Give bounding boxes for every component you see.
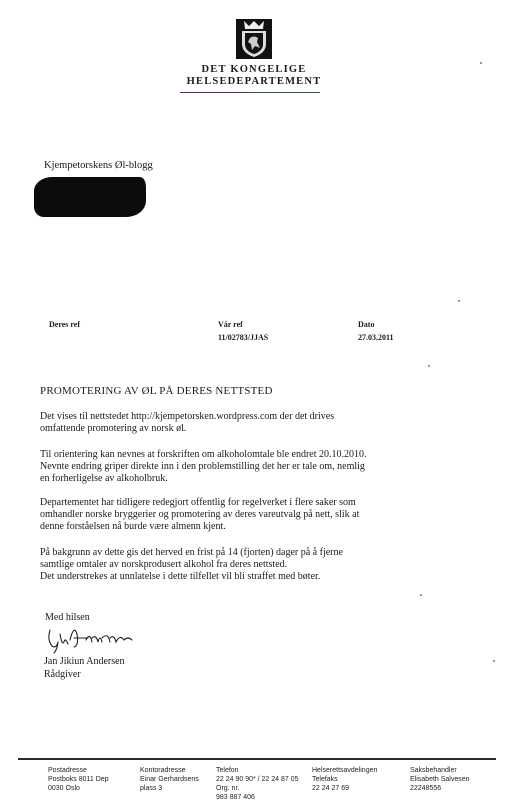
signer-title: Rådgiver	[44, 669, 81, 680]
paragraph-2	[40, 449, 455, 485]
letterhead-divider	[180, 92, 320, 93]
footer-line: 22248556	[410, 785, 442, 792]
var-ref-value: 11/02783/JJAS	[218, 333, 269, 342]
scan-speck	[428, 365, 430, 367]
paragraph-line: en forherligelse av alkoholbruk.	[40, 473, 168, 484]
signer-name: Jan Jikiun Andersen	[44, 656, 125, 667]
footer-line: Kontoradresse	[140, 767, 186, 774]
footer-case-officer	[410, 766, 470, 793]
closing-greeting: Med hilsen	[45, 612, 90, 623]
handwritten-signature	[44, 620, 136, 654]
paragraph-1	[40, 411, 455, 435]
paragraph-line: omfattende promotering av norsk øl.	[40, 423, 187, 434]
footer-line: 0030 Oslo	[48, 785, 80, 792]
paragraph-line: Departementet har tidligere redegjort offentlig for regelverket i flere saker som	[40, 497, 356, 508]
redaction-block	[34, 177, 146, 217]
paragraph-line: På bakgrunn av dette gis det herved en frist på 14 (fjorten) dager på å fjerne	[40, 547, 343, 558]
footer-postal-address	[48, 766, 109, 793]
recipient-name: Kjempetorskens Øl-blogg	[44, 160, 153, 171]
footer-line: Einar Gerhardsens	[140, 776, 199, 783]
paragraph-3	[40, 497, 455, 533]
footer-line: Telefon	[216, 767, 239, 774]
footer-line: Saksbehandler	[410, 767, 457, 774]
footer-line: 22 24 90 90* / 22 24 87 05	[216, 776, 299, 783]
footer-phone	[216, 766, 299, 802]
paragraph-line: Til orientering kan nevnes at forskriften om alkoholomtale ble endret 20.10.2010.	[40, 449, 367, 460]
dato-label: Dato	[358, 320, 375, 329]
dato-value: 27.03.2011	[358, 333, 394, 342]
scan-speck	[420, 594, 422, 596]
paragraph-line: denne forståelsen nå burde være almenn kjent.	[40, 521, 226, 532]
footer-line: Postadresse	[48, 767, 87, 774]
deres-ref-label: Deres ref	[49, 320, 81, 329]
footer-line: plass 3	[140, 785, 163, 792]
paragraph-line: omhandler norske bryggerier og promotering av deres vareutvalg på nett, slik at	[40, 509, 360, 520]
paragraph-line: Nevnte endring griper direkte inn i den problemstilling det her er tale om, nemlig	[40, 461, 365, 472]
footer-line: Telefaks	[312, 776, 338, 783]
ministry-name-line1: DET KONGELIGE	[201, 64, 307, 75]
scan-speck	[458, 300, 460, 302]
paragraph-line: Det vises til nettstedet http://kjempetorsken.wordpress.com der det drives	[40, 411, 335, 422]
ministry-name-line2: HELSEDEPARTEMENT	[186, 76, 322, 87]
footer-office-address	[140, 766, 199, 793]
paragraph-line: Det understrekes at unnlatelse i dette tilfellet vil bli straffet med bøter.	[40, 571, 321, 582]
footer-department	[312, 766, 377, 793]
footer-line: 22 24 27 69	[312, 785, 349, 792]
footer-divider	[18, 758, 496, 760]
paragraph-line: samtlige omtaler av norskprodusert alkohol fra deres nettsted.	[40, 559, 288, 570]
var-ref-label: Vår ref	[218, 320, 243, 329]
norwegian-coat-of-arms-icon	[235, 18, 273, 60]
scan-speck	[493, 660, 495, 662]
footer-line: Elisabeth Salvesen	[410, 776, 470, 783]
footer-line: 983 887 406	[216, 794, 255, 801]
letter-subject: PROMOTERING AV ØL PÅ DERES NETTSTED	[40, 385, 273, 397]
paragraph-4	[40, 547, 455, 583]
footer-line: Org. nr.	[216, 785, 240, 792]
scan-speck	[480, 62, 482, 64]
footer-line: Helserettsavdelingen	[312, 767, 378, 774]
footer-line: Postboks 8011 Dep	[48, 776, 109, 783]
